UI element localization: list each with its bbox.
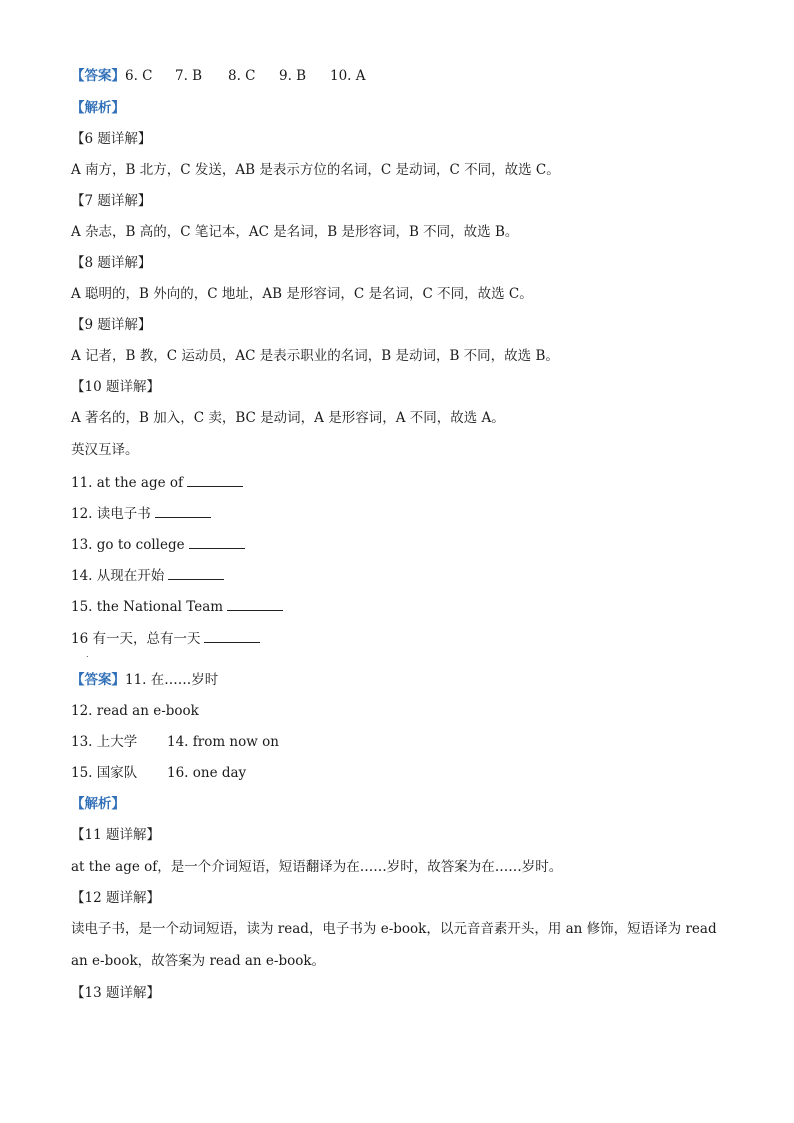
question-15-text: 15. the National Team <box>71 599 224 615</box>
detail-text-11: at the age of，是一个介词短语，短语翻译为在……岁时，故答案为在……岁时。 <box>71 859 563 875</box>
detail-header-6: 【6 题详解】 <box>71 131 152 147</box>
detail-text-8: A 聪明的，B 外向的，C 地址，AB 是形容词，C 是名词，C 不同，故选 C。 <box>71 286 533 302</box>
analysis-label: 解析 <box>84 796 112 812</box>
question-12 <box>71 504 211 523</box>
question-13-text: 13. go to college <box>71 537 185 553</box>
analysis-heading-1: 【解析】 <box>71 100 125 116</box>
detail-text-12-line2: an e-book，故答案为 read an e-book。 <box>71 953 326 969</box>
answer-blank <box>189 535 245 549</box>
answer-blank <box>187 473 243 487</box>
detail-header-13: 【13 题详解】 <box>71 985 160 1001</box>
detail-text-12-line1: 读电子书，是一个动词短语，读为 read，电子书为 e-book，以元音音素开头，用 an 修饰，短语译为 read <box>71 921 717 937</box>
answer-blank <box>168 566 224 580</box>
question-11-text: 11. at the age of <box>71 475 184 491</box>
section-title: 英汉互译。 <box>71 442 139 458</box>
question-14-text: 14. 从现在开始 <box>71 568 165 584</box>
answer-13: 13. 上大学 <box>71 734 138 750</box>
question-16-text: 16 有一天，总有一天 <box>71 631 201 647</box>
answer-line-15-16 <box>71 764 246 782</box>
answer-tag: 【答案】 <box>71 672 125 688</box>
answer-blank <box>155 504 211 518</box>
detail-header-12: 【12 题详解】 <box>71 890 160 906</box>
answer-15: 15. 国家队 <box>71 765 138 781</box>
answer-9: 9. B <box>279 68 307 84</box>
answer-14: 14. from now on <box>167 734 279 750</box>
detail-text-6: A 南方，B 北方，C 发送，AB 是表示方位的名词，C 是动词，C 不同，故选 C。 <box>71 162 560 178</box>
answer-tag: 【答案】 <box>71 68 125 84</box>
answer-8: 8. C <box>228 68 256 84</box>
detail-header-9: 【9 题详解】 <box>71 317 152 333</box>
answer-10: 10. A <box>330 68 366 84</box>
answer-blank <box>227 597 283 611</box>
analysis-heading-2: 【解析】 <box>71 796 125 812</box>
answer-line-11 <box>71 671 218 689</box>
question-14 <box>71 566 224 585</box>
analysis-label: 解析 <box>84 100 112 116</box>
detail-text-10: A 著名的，B 加入，C 卖，BC 是动词，A 是形容词，A 不同，故选 A。 <box>71 410 505 426</box>
answer-12: 12. read an e-book <box>71 703 199 719</box>
detail-text-7: A 杂志，B 高的，C 笔记本，AC 是名词，B 是形容词，B 不同，故选 B。 <box>71 224 519 240</box>
question-15 <box>71 597 283 616</box>
answer-line-13-14 <box>71 733 279 751</box>
detail-header-7: 【7 题详解】 <box>71 193 152 209</box>
question-11 <box>71 473 243 492</box>
detail-text-9: A 记者，B 教，C 运动员，AC 是表示职业的名词，B 是动词，B 不同，故选 B。 <box>71 348 559 364</box>
detail-header-8: 【8 题详解】 <box>71 255 152 271</box>
stray-dot: . <box>86 650 89 659</box>
detail-header-10: 【10 题详解】 <box>71 379 160 395</box>
question-13 <box>71 535 245 554</box>
detail-header-11: 【11 题详解】 <box>71 827 160 843</box>
question-16 <box>71 629 260 648</box>
answer-6: 6. C <box>125 68 153 84</box>
answer-16: 16. one day <box>167 765 247 781</box>
answer-blank <box>204 629 260 643</box>
question-12-text: 12. 读电子书 <box>71 506 151 522</box>
answer-11: 11. 在……岁时 <box>125 672 219 688</box>
answer-7: 7. B <box>175 68 203 84</box>
answer-line-6-10 <box>71 67 366 85</box>
